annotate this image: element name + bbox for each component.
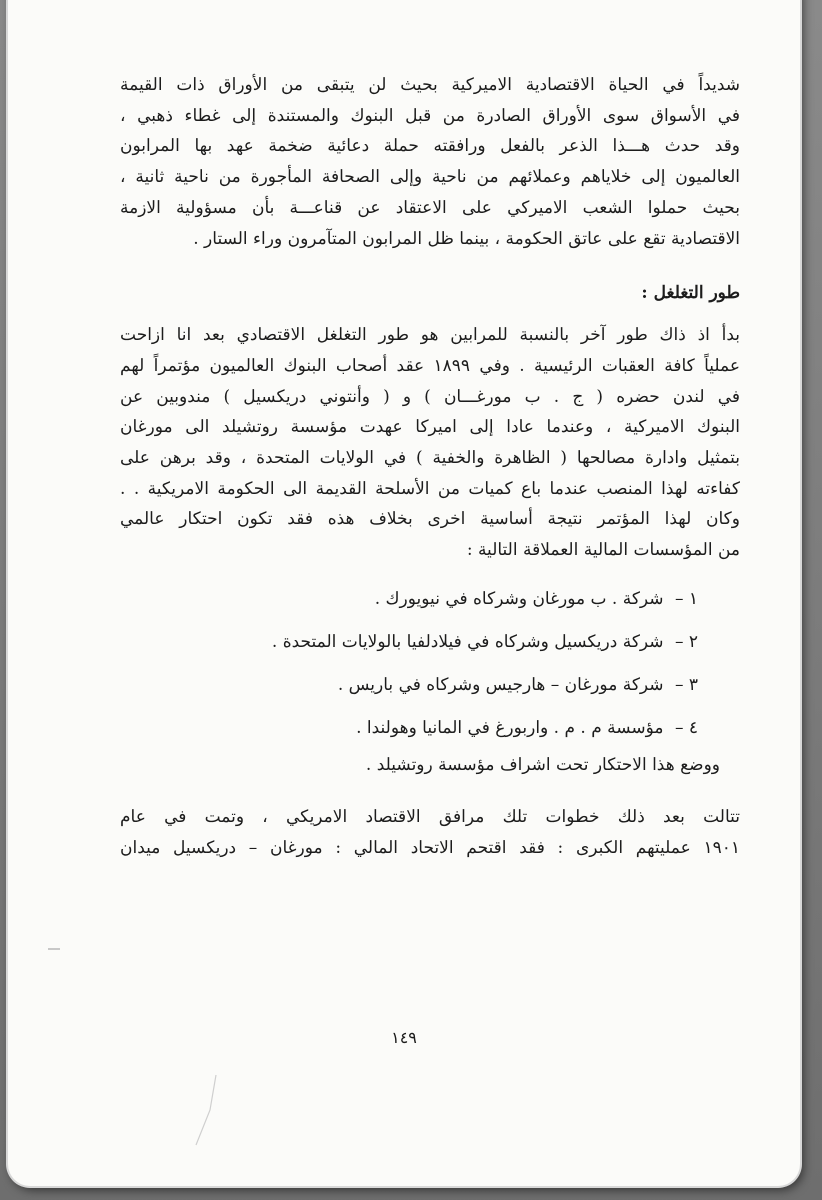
- text-line: ١٩٠١ عمليتهم الكبرى : فقد اقتحم الاتحاد المالي : مورغان – دريكسيل ميدان: [120, 837, 740, 858]
- text-line: تتالت بعد ذلك خطوات تلك مرافق الاقتصاد الامريكي ، وتمت في عام: [120, 806, 740, 827]
- list-item: [120, 670, 740, 700]
- list-text: مؤسسة م . م . واربورغ في المانيا وهولندا .: [356, 717, 664, 738]
- list-text: شركة دريكسيل وشركاه في فيلادلفيا بالولايات المتحدة .: [271, 631, 664, 652]
- section-heading: طور التغلغل :: [641, 283, 740, 304]
- list-text: شركة مورغان – هارجيس وشركاه في باريس .: [337, 674, 664, 695]
- text-line: العالميون إلى خلاياهم وعملائهم من ناحية وإلى الصحافة المأجورة من ناحية ثانية ،: [120, 167, 740, 188]
- list-number: ٤ –: [674, 717, 698, 738]
- page-number: ١٤٩: [391, 1028, 417, 1047]
- text-line: البنوك الاميركية ، وعندما عادا إلى اميركا عهدت مؤسسة روتشيلد الى مورغان: [120, 417, 740, 438]
- text-line: الاقتصادية تقع على عاتق الحكومة ، بينما ظل المرابون المتآمرون وراء الستار .: [193, 228, 740, 249]
- text-line: عملياً كافة العقبات الرئيسية . وفي ١٨٩٩ عقد أصحاب البنوك العالميون مؤتمراً لهم: [120, 355, 740, 376]
- text-line: بحيث حملوا الشعب الاميركي على الاعتقاد عن قناعـــة بأن مسؤولية الازمة: [120, 197, 740, 218]
- page-text: [120, 70, 740, 863]
- text-line: بتمثيل وادارة مصالحها ( الظاهرة والخفية ) في الولايات المتحدة ، وقد برهن على: [120, 448, 740, 469]
- list-item: [120, 713, 740, 743]
- text-line: شديداً في الحياة الاقتصادية الاميركية بحيث لن يتبقى من الأوراق ذات القيمة: [120, 75, 740, 95]
- list-item: [120, 627, 740, 657]
- list-number: ١ –: [674, 588, 698, 609]
- paragraph-infiltration: [120, 320, 740, 566]
- list-item: [120, 584, 740, 614]
- book-page: [8, 0, 800, 1186]
- institutions-list: [120, 584, 740, 743]
- margin-mark: [48, 948, 60, 950]
- text-line: في الأسواق سوى الأوراق الصادرة من قبل البنوك والمستندة إلى غطاء ذهبي ،: [120, 105, 740, 126]
- closing-line: ووضع هذا الاحتكار تحت اشراف مؤسسة روتشيلد .: [365, 754, 720, 775]
- paragraph-steps: [120, 802, 740, 863]
- text-line: وقد حدث هـــذا الذعر بالفعل ورافقته حملة دعائية ضخمة عهد بها المرابون: [120, 136, 740, 157]
- list-number: ٣ –: [674, 674, 698, 695]
- text-line: من المؤسسات المالية العملاقة التالية :: [466, 540, 740, 561]
- list-text: شركة . ب مورغان وشركاه في نيويورك .: [374, 588, 664, 609]
- list-number: ٢ –: [674, 631, 698, 652]
- scratch-mark: [176, 1070, 236, 1150]
- text-line: بدأ اذ ذاك طور آخر بالنسبة للمرابين هو طور التغلغل الاقتصادي بعد انا ازاحت: [120, 325, 740, 346]
- paragraph-intro: [120, 70, 740, 254]
- text-line: كفاءته لهذا المنصب عندما باع كميات من الأسلحة القديمة الى الحكومة الامريكية . .: [120, 478, 740, 499]
- text-line: في لندن حضره ( ج . ب مورغـــان ) و ( وأنتوني دريكسيل ) مندوبين عن: [120, 386, 740, 407]
- text-line: وكان لهذا المؤتمر نتيجة أساسية اخرى بخلاف هذه فقد تكون احتكار عالمي: [120, 509, 740, 530]
